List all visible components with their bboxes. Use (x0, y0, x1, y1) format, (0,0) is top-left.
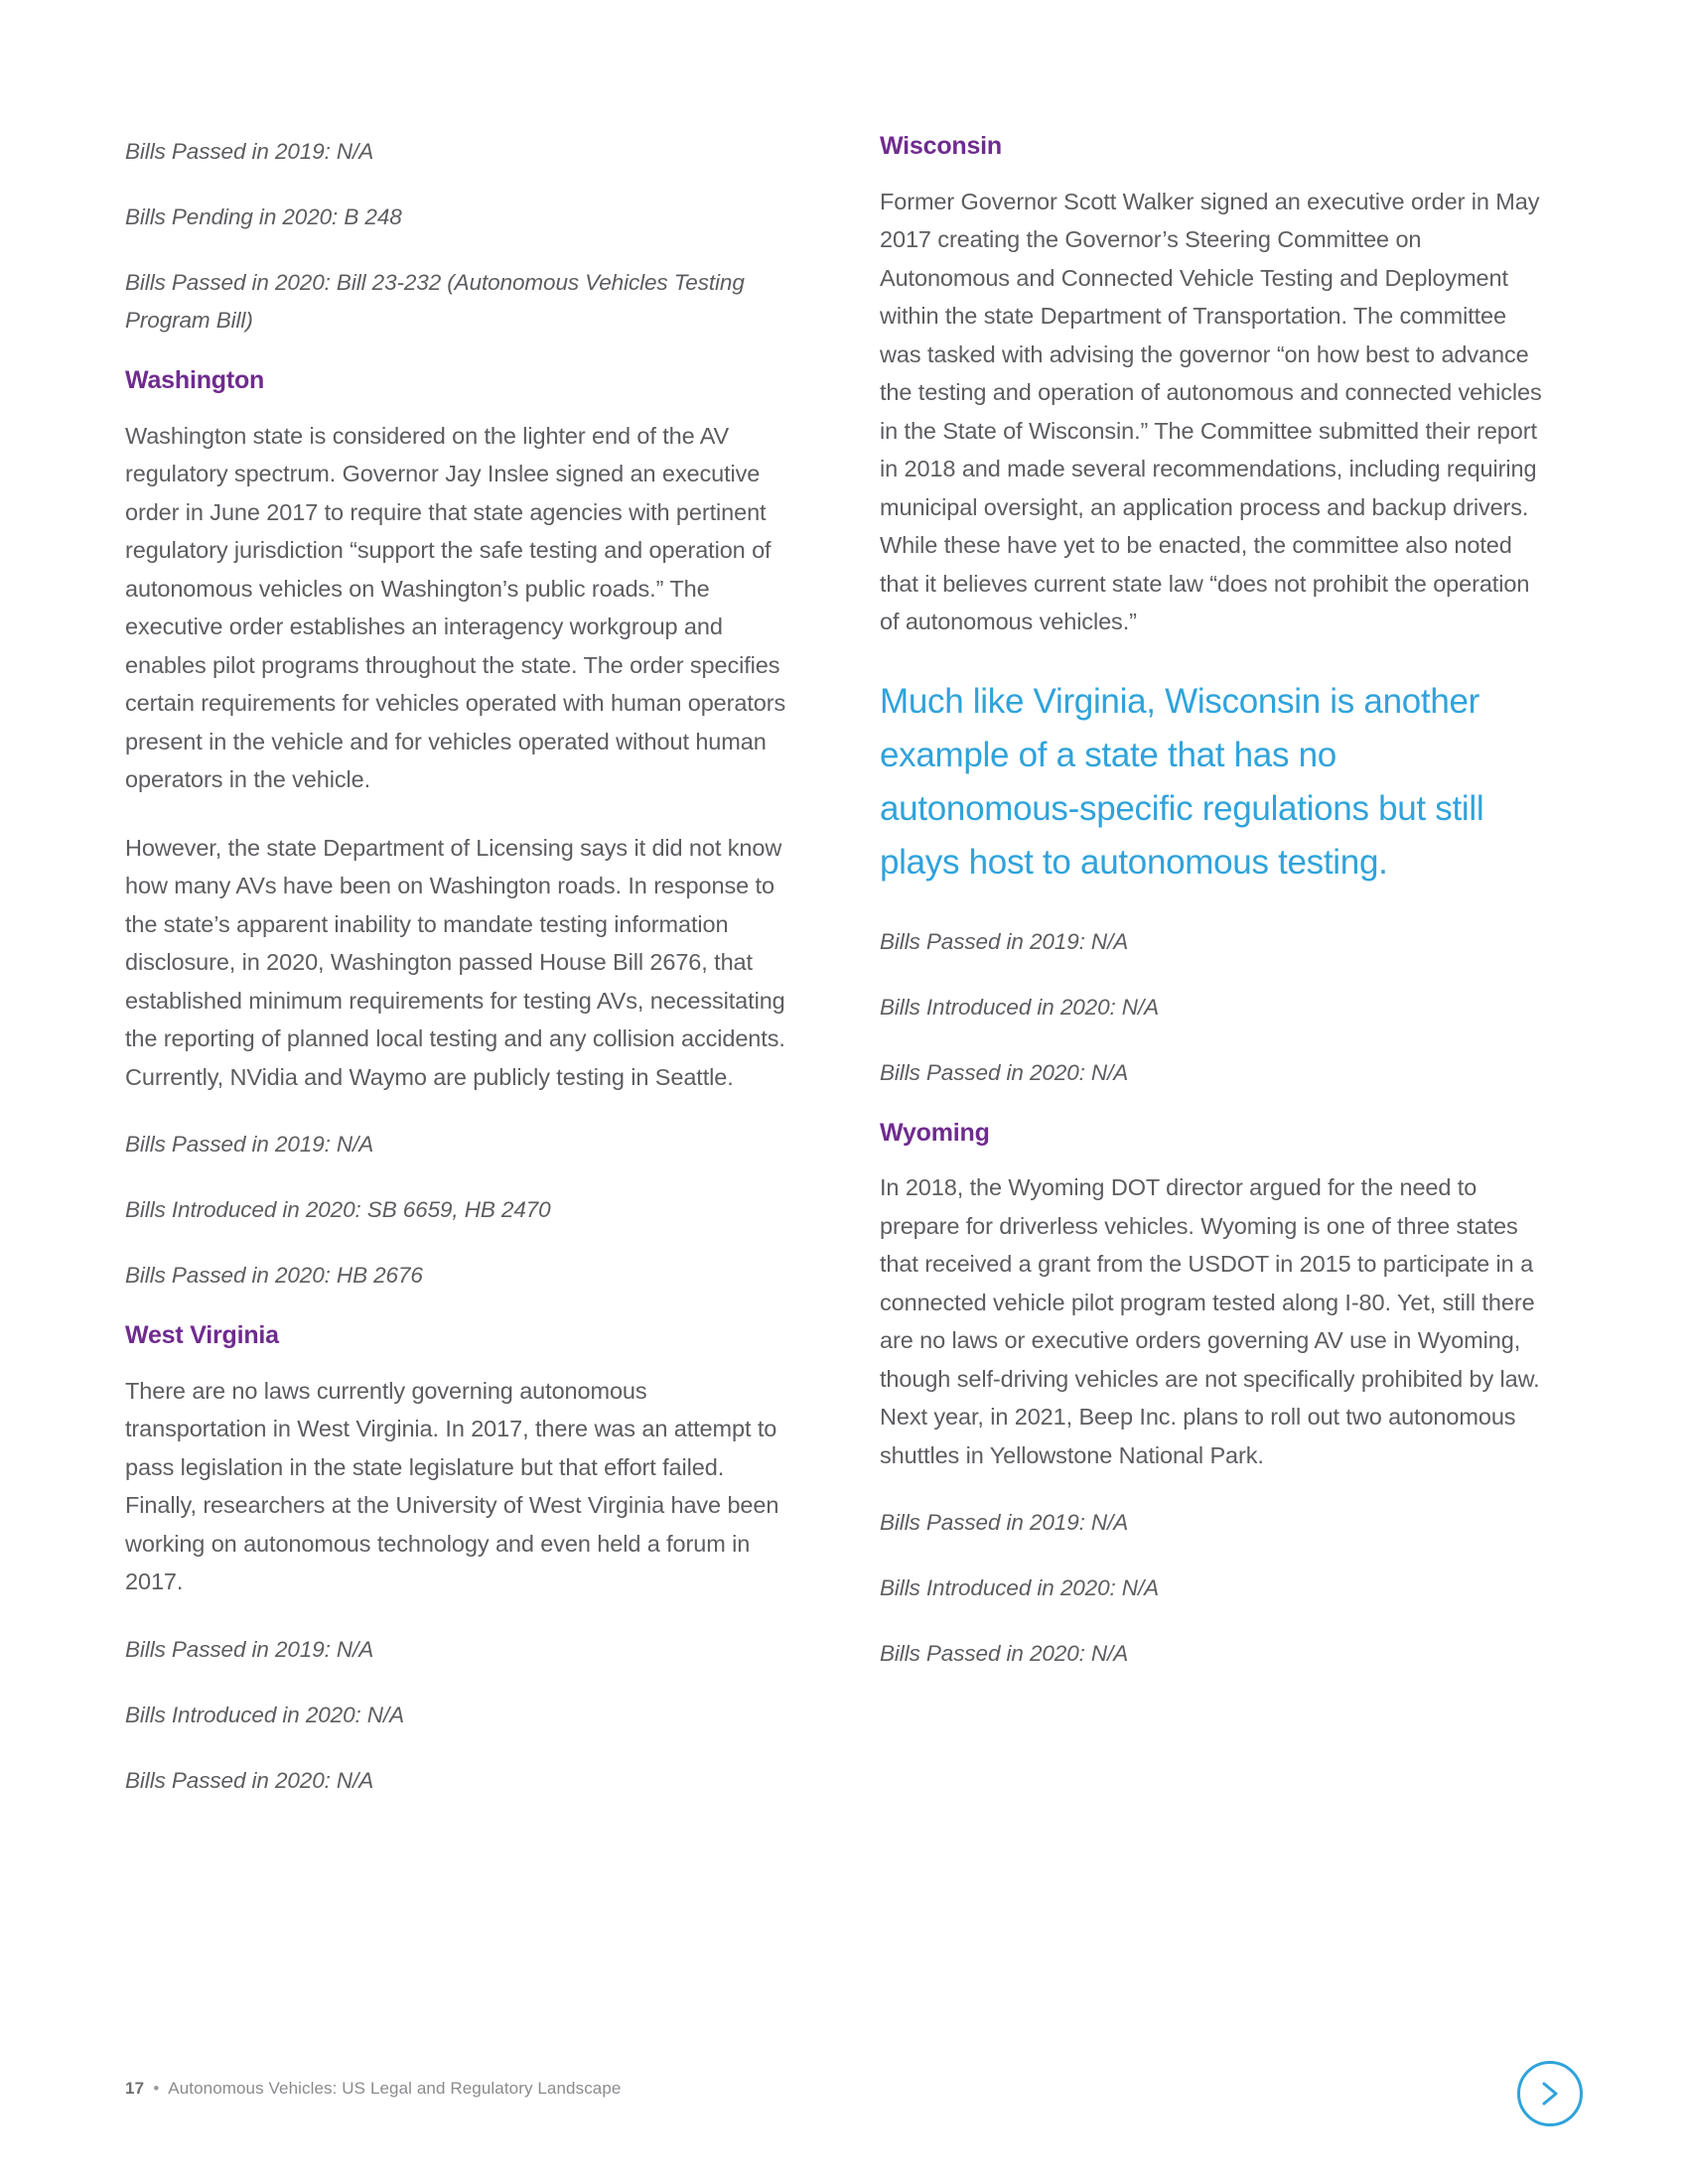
bills-line: Bills Passed in 2019: N/A (880, 928, 1129, 954)
paragraph-washington-2: However, the state Department of Licensing says it did not know how many AVs have been on Washington roads. In response to the state’s apparent inability to mandate testing information disclosure, in 2020, Washington passed House Bill 2676, that established minimum requirements for testing AVs, necessitating the reporting of planned local testing and any collision accidents. Currently, NVidia and Waymo are publicly testing in Seattle. (125, 834, 785, 1090)
bills-line: Bills Pending in 2020: B 248 (125, 205, 402, 229)
bills-line: Bills Introduced in 2020: SB 6659, HB 2470 (125, 1197, 551, 1222)
page-footer (125, 2079, 621, 2099)
paragraph-wyoming-1: In 2018, the Wyoming DOT director argued for the need to prepare for driverless vehicles. Wyoming is one of three states that received a grant from the USDOT in 2015 to participate in a connected vehicle pilot program tested along I-80. Yet, still there are no laws or executive orders governing AV use in Wyoming, though self-driving vehicles are not specifically prohibited by law. Next year, in 2021, Beep Inc. plans to roll out two autonomous shuttles in Yellowstone National Park. (880, 1174, 1540, 1468)
pullquote-wisconsin: Much like Virginia, Wisconsin is another example of a state that has no autonomous-specific regulations but still plays host to autonomous testing. (880, 681, 1484, 882)
heading-wisconsin: Wisconsin (880, 132, 1002, 160)
paragraph-west-virginia-1: There are no laws currently governing autonomous transportation in West Virginia. In 2017, there was an attempt to pass legislation in the state legislature but that effort failed. Finally, researchers at the University of West Virginia have been working on autonomous technology and even held a forum in 2017. (125, 1377, 779, 1594)
next-page-button[interactable] (1517, 2061, 1583, 2126)
bills-line: Bills Introduced in 2020: N/A (125, 1702, 405, 1727)
bills-line: Bills Passed in 2020: Bill 23-232 (Autonomous Vehicles Testing Program Bill) (125, 270, 745, 333)
two-column-body (125, 133, 1545, 1828)
heading-wyoming: Wyoming (880, 1118, 990, 1147)
heading-washington: Washington (125, 366, 265, 394)
bills-line: Bills Introduced in 2020: N/A (880, 994, 1160, 1020)
left-column (125, 133, 790, 1828)
chevron-right-icon (1537, 2079, 1563, 2109)
bills-line: Bills Passed in 2020: N/A (125, 1767, 374, 1793)
bills-line: Bills Passed in 2020: N/A (880, 1059, 1129, 1085)
bills-line: Bills Passed in 2020: HB 2676 (125, 1263, 423, 1288)
bills-line: Bills Passed in 2020: N/A (880, 1641, 1129, 1666)
bills-line: Bills Passed in 2019: N/A (125, 1636, 374, 1662)
bills-line: Bills Introduced in 2020: N/A (880, 1575, 1160, 1600)
footer-title: Autonomous Vehicles: US Legal and Regulatory Landscape (168, 2079, 622, 2098)
footer-separator: • (153, 2079, 160, 2098)
paragraph-washington-1: Washington state is considered on the lighter end of the AV regulatory spectrum. Governor Jay Inslee signed an executive order in June 2017 to require that state agencies with pertinent regulatory jurisdiction “support the safe testing and operation of autonomous vehicles on Washington’s public roads.” The executive order establishes an interagency workgroup and enables pilot programs throughout the state. The order specifies certain requirements for vehicles operated with human operators present in the vehicle and for vehicles operated without human operators in the vehicle. (125, 422, 786, 792)
page-number: 17 (125, 2079, 145, 2098)
heading-west-virginia: West Virginia (125, 1321, 279, 1349)
right-column (880, 133, 1545, 1828)
bills-line: Bills Passed in 2019: N/A (125, 1132, 374, 1157)
bills-line: Bills Passed in 2019: N/A (125, 139, 374, 164)
paragraph-wisconsin-1: Former Governor Scott Walker signed an executive order in May 2017 creating the Governor’s Steering Committee on Autonomous and Connected Vehicle Testing and Deployment within the state Department of Transportation. The committee was tasked with advising the governor “on how best to advance the testing and operation of autonomous and connected vehicles in the State of Wisconsin.” The Committee submitted their report in 2018 and made several recommendations, including requiring municipal oversight, an application process and backup drivers. While these have yet to be enacted, the committee also noted that it believes current state law “does not prohibit the operation of autonomous vehicles.” (880, 188, 1542, 634)
bills-line: Bills Passed in 2019: N/A (880, 1510, 1129, 1535)
